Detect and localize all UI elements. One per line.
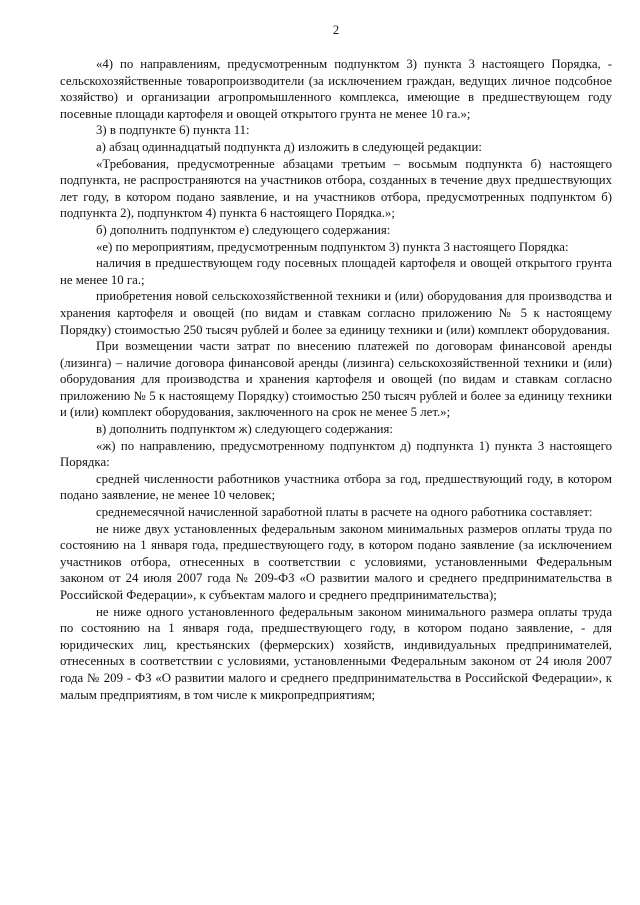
paragraph-9: При возмещении части затрат по внесению платежей по договорам финансовой аренды (лизинга) – наличие договора финансовой аренды (лизинга) сельскохозяйственной техники и (или) оборудования для производства и хранения картофеля и овощей (по видам и ставкам согласно приложению № 5 к настоящему Порядку) стоимостью 250 тысяч рублей и более за единицу техники и (или) комплект оборудования, заключенного на срок не менее 5 лет.»; <box>60 339 612 420</box>
paragraph-10: в) дополнить подпунктом ж) следующего содержания: <box>96 422 393 437</box>
paragraph-12: средней численности работников участника отбора за год, предшествующий году, в котором подано заявление, не менее 10 человек; <box>60 471 612 503</box>
paragraph-4: «Требования, предусмотренные абзацами третьим – восьмым подпункта б) настоящего подпункта, не распространяются на участников отбора, созданных в течение двух предшествующих лет году, в котором подано заявление, и на участников отбора, предусмотренных подпунктом б) подпункта 2), подпунктом 4) пункта 6 настоящего Порядка.»; <box>60 156 612 221</box>
paragraph-5: б) дополнить подпунктом е) следующего содержания: <box>96 222 391 237</box>
paragraph-7: наличия в предшествующем году посевных площадей картофеля и овощей открытого грунта не менее 10 га.; <box>60 256 612 287</box>
paragraph-6: «е) по мероприятиям, предусмотренным подпунктом 3) пункта 3 настоящего Порядка: <box>96 239 569 254</box>
paragraph-13: среднемесячной начисленной заработной платы в расчете на одного работника составляет: <box>96 505 593 520</box>
paragraph-1: «4) по направлениям, предусмотренным подпунктом 3) пункта 3 настоящего Порядка, - сельскохозяйственные товаропроизводители (за исключением граждан, ведущих личное подсобное хозяйство) и организации агропромышленного комплекса, имеющие в предшествующем году посевные площади картофеля и овощей открытого грунта не менее 10 га.»; <box>60 57 612 121</box>
paragraph-11: «ж) по направлению, предусмотренному подпунктом д) подпункта 1) пункта 3 настоящего Порядка: <box>60 438 612 470</box>
paragraph-14: не ниже двух установленных федеральным законом минимальных размеров оплаты труда по состоянию на 1 января года, предшествующего году, в котором подано заявление (за исключением участников отбора, отнесенных в соответствии с условиями, установленными Федеральным законом от 24 июля 2007 года № 209-ФЗ «О развитии малого и среднего предпринимательства в Российской Федерации», к субъектам малого и среднего предпринимательства); <box>60 521 612 602</box>
document-page <box>60 22 612 703</box>
paragraph-2: 3) в подпункте 6) пункта 11: <box>96 123 250 138</box>
page-number: 2 <box>332 23 340 37</box>
paragraph-15: не ниже одного установленного федеральным законом минимального размера оплаты труда по состоянию на 1 января года, предшествующего году, в котором подано заявление, - для юридических лиц, крестьянских (фермерских) хозяйств, индивидуальных предпринимателей, отнесенных в соответствии с условиями, установленными Федеральным законом от 24 июля 2007 года № 209 - ФЗ «О развитии малого и среднего предпринимательства в Российской Федерации», к малым предприятиям, в том числе к микропредприятиям; <box>60 604 612 702</box>
paragraph-8: приобретения новой сельскохозяйственной техники и (или) оборудования для производства и хранения картофеля и овощей (по видам и ставкам согласно приложению № 5 к настоящему Порядку) стоимостью 250 тысяч рублей и более за единицу техники и (или) комплект оборудования. <box>60 289 612 337</box>
paragraph-3: а) абзац одиннадцатый подпункта д) изложить в следующей редакции: <box>96 139 482 154</box>
